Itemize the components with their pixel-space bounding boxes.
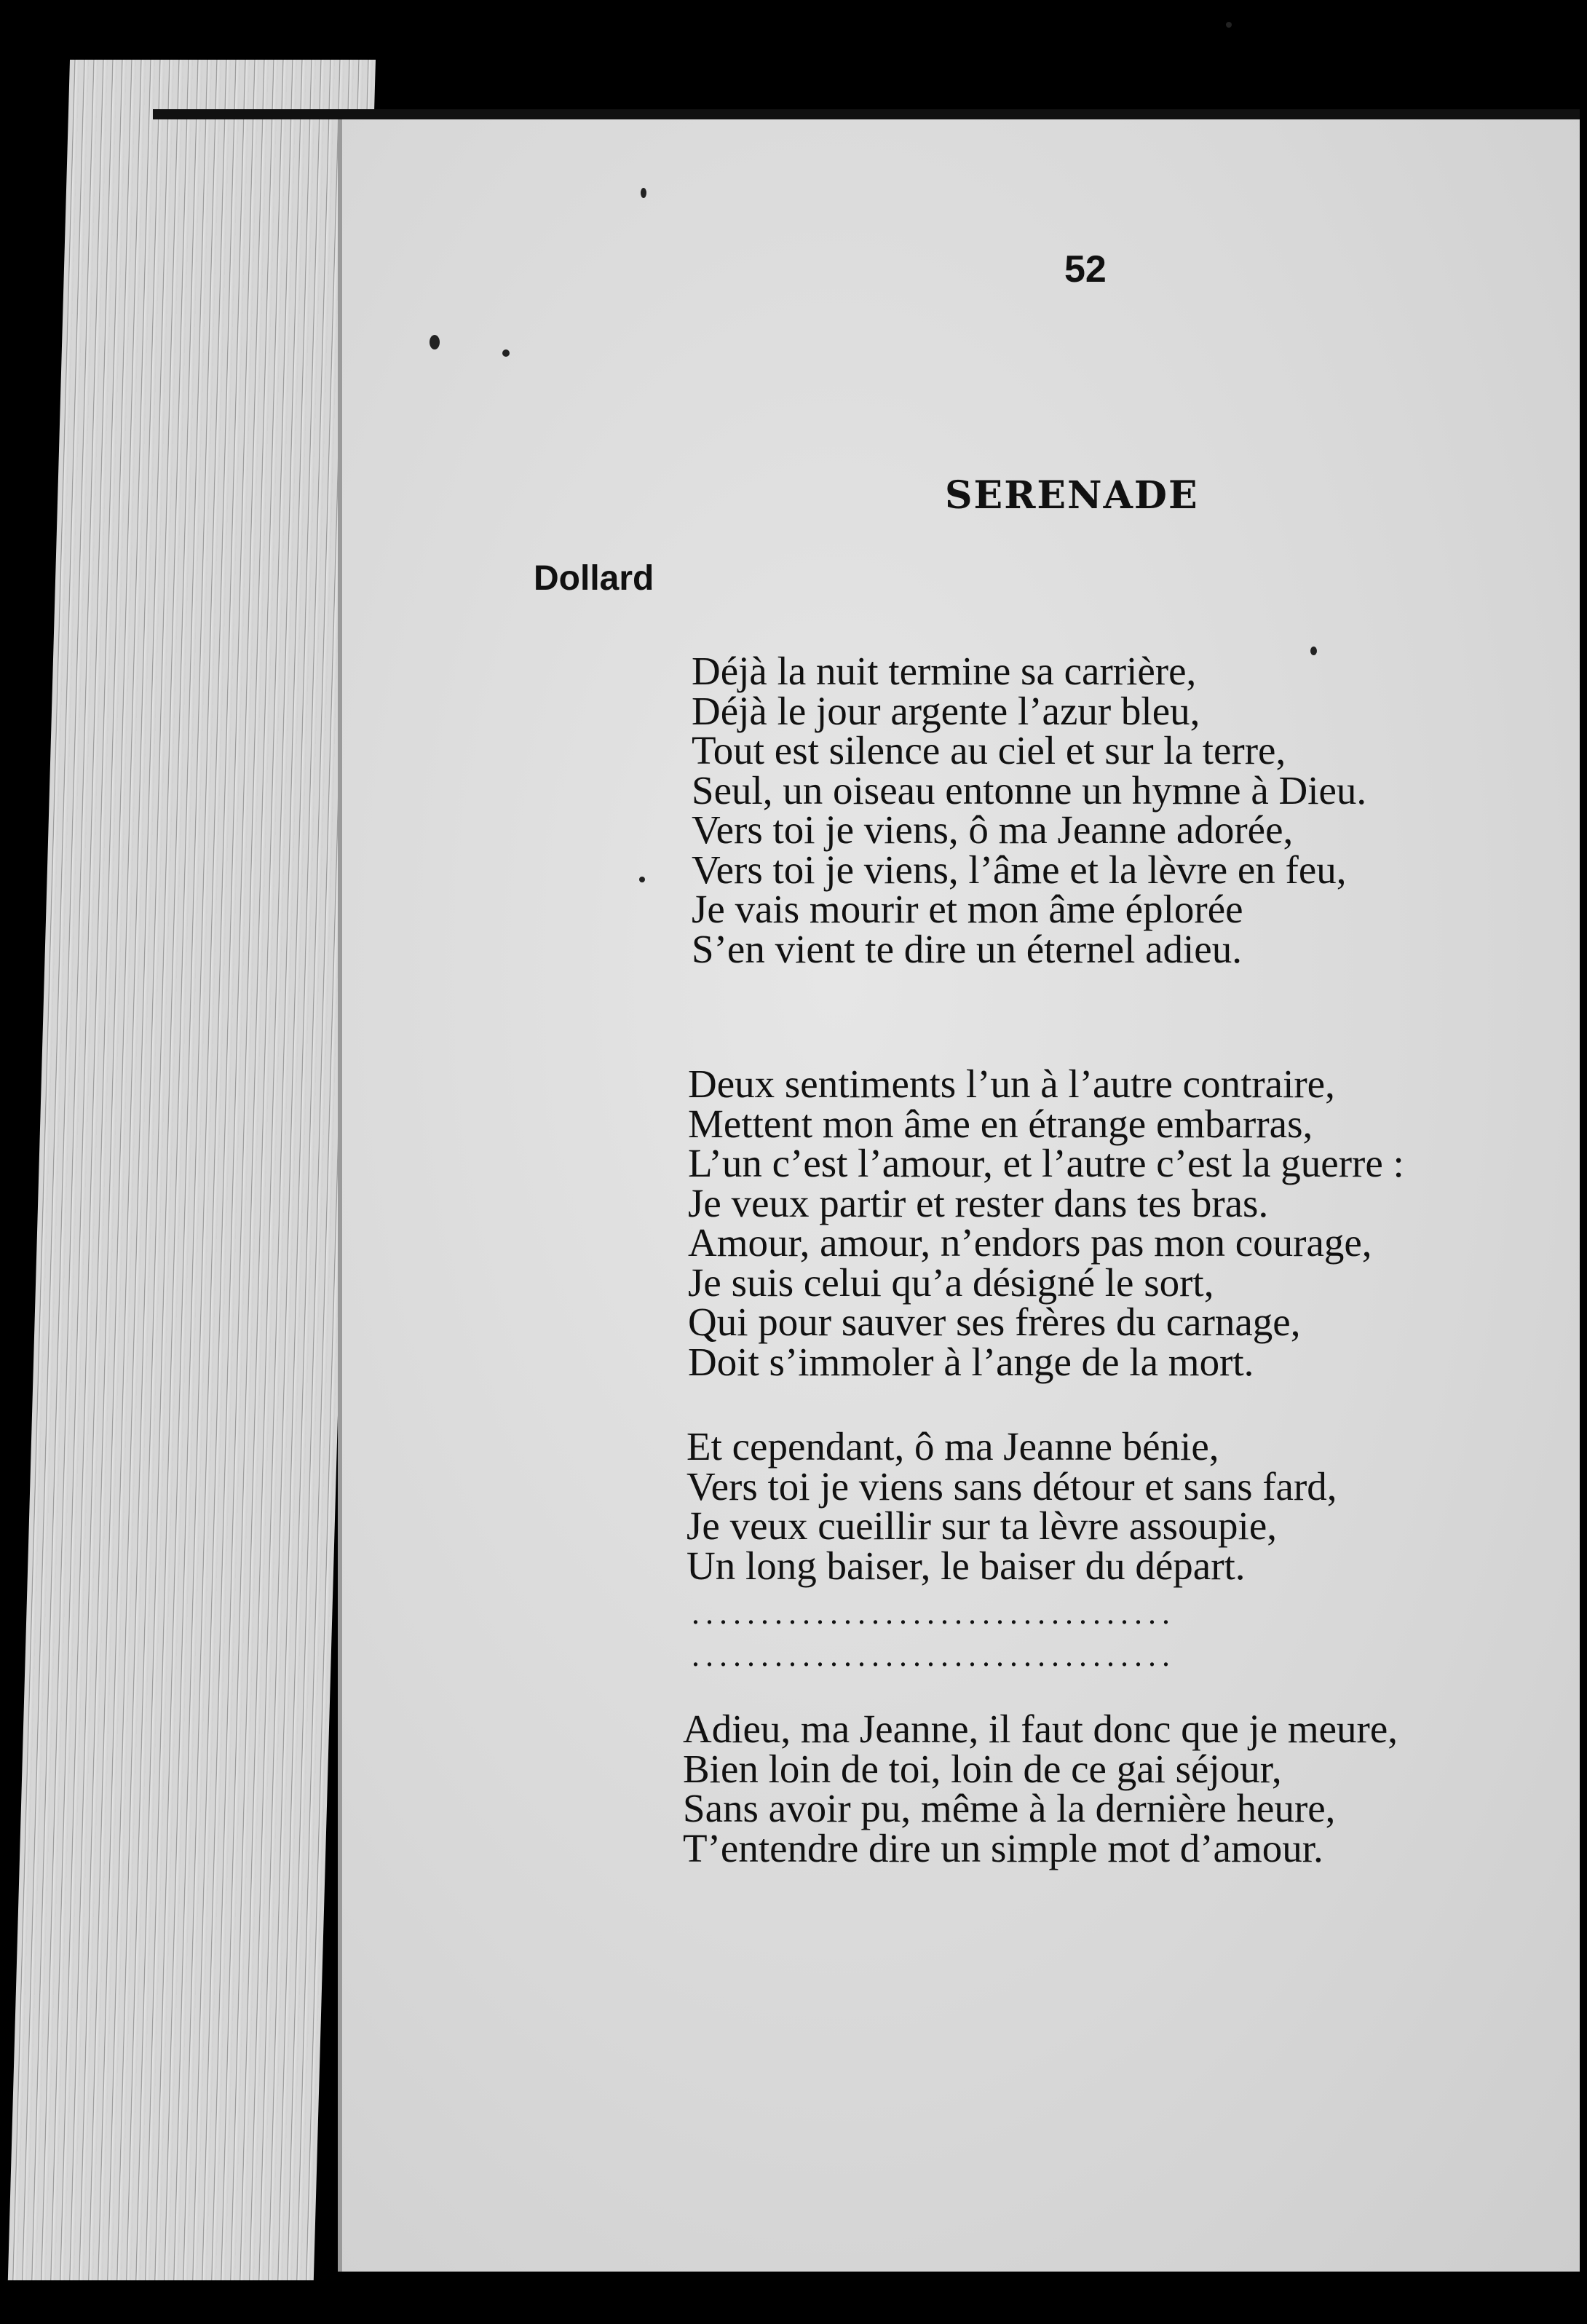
- ellipsis-line: ...................................: [692, 1637, 1176, 1673]
- verse-line: Je vais mourir et mon âme éplorée: [692, 887, 1243, 931]
- verse-line: Adieu, ma Jeanne, il faut donc que je meure,: [683, 1707, 1398, 1751]
- stanza-3: [686, 1424, 1337, 1588]
- stanza-2: [688, 1064, 1404, 1382]
- scan-speck: [1226, 22, 1232, 28]
- verse-line: Je veux partir et rester dans tes bras.: [688, 1180, 1269, 1225]
- page-top-edge: [153, 109, 1580, 119]
- verse-line: Déjà le jour argente l’azur bleu,: [692, 688, 1200, 733]
- verse-line: Sans avoir pu, même à la dernière heure,: [683, 1786, 1336, 1830]
- verse-line: Amour, amour, n’endors pas mon courage,: [688, 1220, 1372, 1265]
- verse-line: Et cependant, ô ma Jeanne bénie,: [686, 1424, 1219, 1469]
- page-edges: [8, 60, 376, 2280]
- scan-speck: [639, 877, 645, 882]
- verse-line: Je suis celui qu’a désigné le sort,: [688, 1260, 1214, 1305]
- verse-line: Bien loin de toi, loin de ce gai séjour,: [683, 1746, 1282, 1791]
- stanza-1: [692, 649, 1367, 971]
- verse-line: Un long baiser, le baiser du départ.: [686, 1543, 1246, 1588]
- ellipsis-line: ...................................: [692, 1595, 1176, 1631]
- verse-line: L’un c’est l’amour, et l’autre c’est la guerre :: [688, 1141, 1404, 1185]
- verse-line: Qui pour sauver ses frères du carnage,: [688, 1300, 1301, 1344]
- verse-line: Déjà la nuit termine sa carrière,: [692, 649, 1197, 693]
- verse-line: Mettent mon âme en étrange embarras,: [688, 1101, 1313, 1146]
- verse-line: Vers toi je viens sans détour et sans fard,: [686, 1463, 1337, 1509]
- page-number: 52: [1064, 248, 1107, 290]
- verse-line: Seul, un oiseau entonne un hymne à Dieu.: [692, 767, 1367, 813]
- poem-title: SERENADE: [945, 473, 1199, 518]
- verse-line: Doit s’immoler à l’ange de la mort.: [688, 1339, 1254, 1384]
- verse-line: T’entendre dire un simple mot d’amour.: [683, 1825, 1323, 1870]
- scan-speck: [502, 349, 510, 357]
- verse-line: Vers toi je viens, ô ma Jeanne adorée,: [692, 807, 1294, 852]
- scan-speck: [1310, 647, 1317, 655]
- verse-line: Je veux cueillir sur ta lèvre assoupie,: [686, 1503, 1277, 1548]
- poem-author: Dollard: [534, 559, 654, 598]
- stanza-4: [683, 1707, 1398, 1870]
- verse-line: Tout est silence au ciel et sur la terre,: [692, 728, 1286, 772]
- scan-speck: [430, 335, 440, 349]
- verse-line: S’en vient te dire un éternel adieu.: [692, 926, 1242, 971]
- scan-speck: [641, 188, 646, 198]
- verse-line: Vers toi je viens, l’âme et la lèvre en feu,: [692, 847, 1347, 892]
- verse-line: Deux sentiments l’un à l’autre contraire,: [688, 1062, 1335, 1106]
